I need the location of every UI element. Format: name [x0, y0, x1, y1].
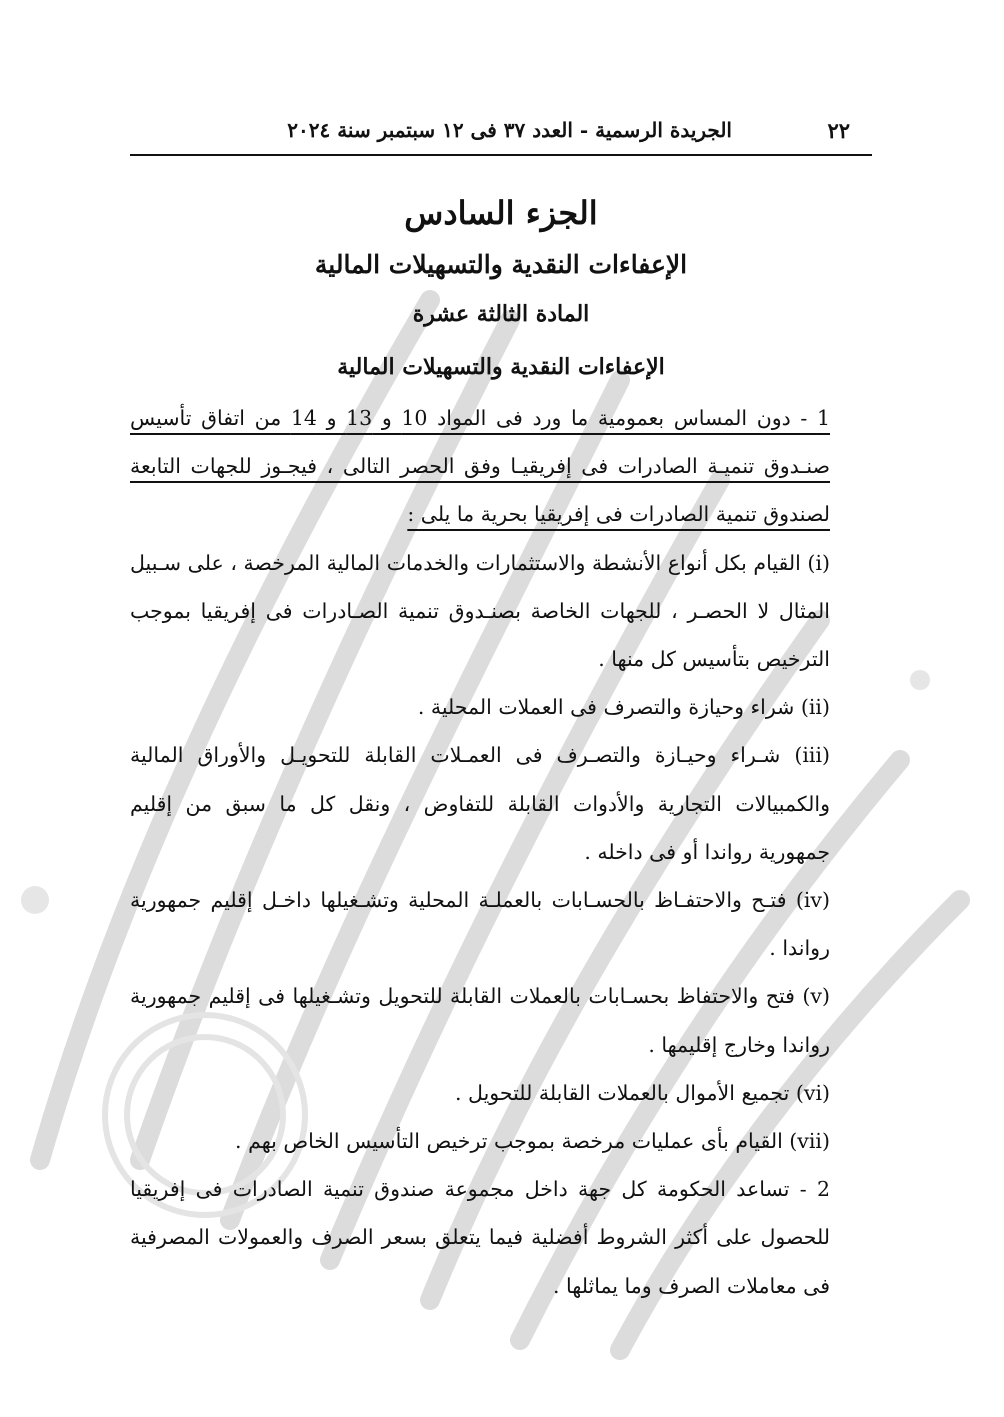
- gazette-issue-line: الجريدة الرسمية - العدد ٣٧ فى ١٢ سبتمبر سنة ٢٠٢٤: [287, 118, 732, 142]
- clause-item-vii: (vii) القيام بأى عمليات مرخصة بموجب ترخيص التأسيس الخاص بهم .: [235, 1129, 830, 1154]
- clause-item-iii: (iii) شـراء وحيـازة والتصـرف فى العمـلات القابلة للتحويـل والأوراق المالية والكمبيالات التجارية والأدوات القابلة للتفاوض ، ونقل كل ما سبق من إقليم جمهورية رواندا أو فى داخله .: [130, 743, 830, 864]
- article-number: المادة الثالثة عشرة: [412, 301, 590, 327]
- section-title: الإعفاءات النقدية والتسهيلات المالية: [314, 250, 688, 279]
- clause-1-intro: 1 - دون المساس بعمومية ما ورد فى المواد 10 و 13 و 14 من اتفاق تأسيس صنـدوق تنميـة الصادرات فى إفريقيـا وفق الحصر التالى ، فيجـوز للجهات التابعة لصندوق تنمية الصادرات فى إفريقيا بحرية ما يلى :: [130, 406, 831, 527]
- part-title: الجزء السادس: [404, 194, 598, 232]
- page-number: ٢٢: [827, 118, 850, 143]
- clause-item-v: (v) فتح والاحتفاظ بحسـابات بالعملات القابلة للتحويل وتشـغيلها فى إقليم جمهورية رواندا وخارج إقليمها .: [130, 984, 830, 1057]
- clause-item-vi: (vi) تجميع الأموال بالعملات القابلة للتحويل .: [455, 1080, 830, 1105]
- clause-item-i: (i) القيام بكل أنواع الأنشطة والاستثمارات والخدمات المالية المرخصة ، على سـبيل المثال لا الحصـر ، للجهات الخاصة بصنـدوق تنمية الصـادرات فى إفريقيا بموجب الترخيص بتأسيس كل منها .: [130, 550, 830, 672]
- clause-item-iv: (iv) فتـح والاحتفـاظ بالحسـابات بالعملـة المحلية وتشـغيلها داخـل إقليم جمهورية رواندا .: [130, 888, 830, 961]
- page-header: [130, 112, 872, 156]
- article-title: الإعفاءات النقدية والتسهيلات المالية: [337, 354, 665, 380]
- clause-item-ii: (ii) شراء وحيازة والتصرف فى العملات المحلية .: [417, 695, 830, 720]
- clause-2: 2 - تساعد الحكومة كل جهة داخل مجموعة صندوق تنمية الصادرات فى إفريقيا للحصول على أكثر الشروط أفضلية فيما يتعلق بسعر الصرف والعمولات المصرفية فى معاملات الصرف وما يماثلها .: [130, 1177, 830, 1298]
- document-body: [130, 190, 872, 1310]
